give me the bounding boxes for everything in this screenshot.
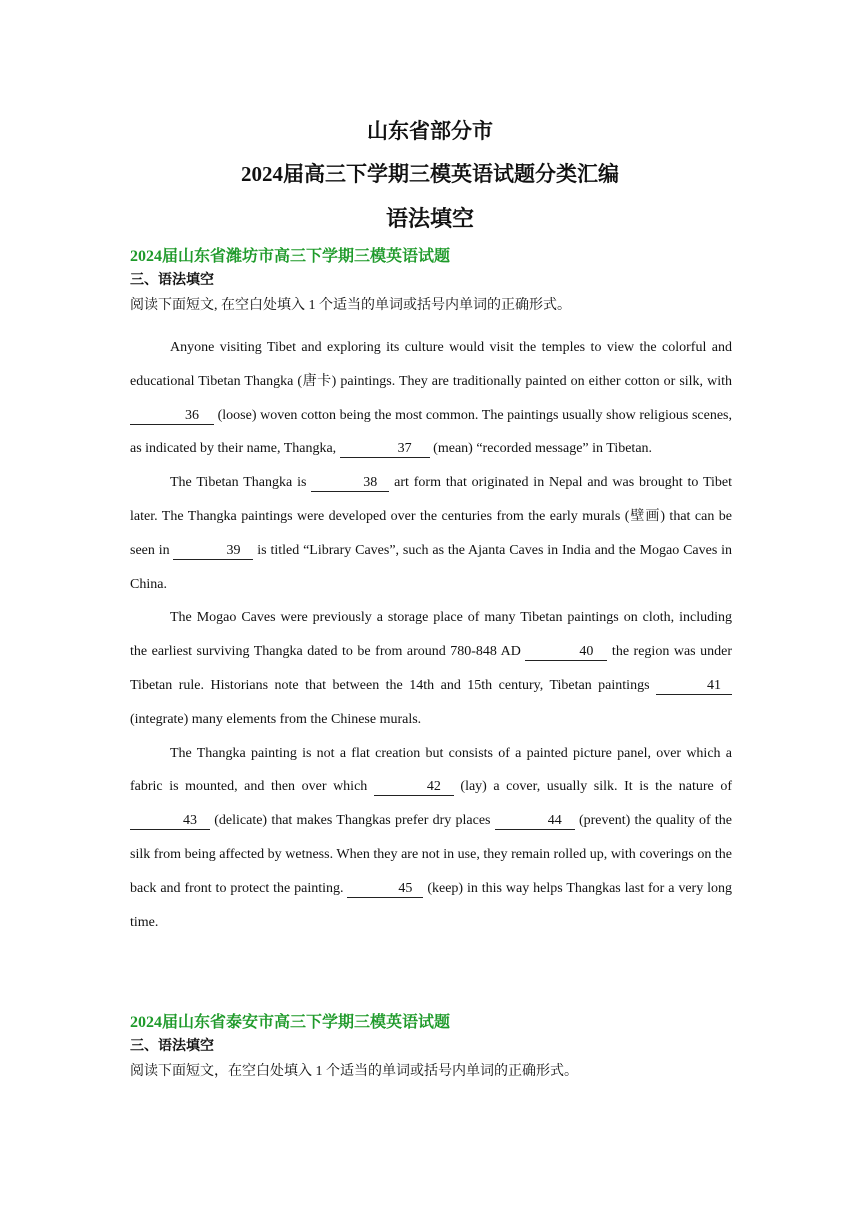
blank-45: 45 (347, 881, 423, 898)
paragraph-4 (130, 737, 732, 940)
blank-36: 36 (130, 408, 214, 425)
blank-40: 40 (525, 644, 607, 661)
text: the region was under Tibetan rule. Historians note that between the 14th and 15th century, Tibetan paintings (130, 644, 732, 693)
text: Anyone visiting Tibet and exploring its culture would visit the temples to view the colorful and educational Tibetan Thangka (唐卡) paintings. They are traditionally painted on either cotton or silk, with (130, 340, 732, 389)
doc-title-line1: 山东省部分市 (367, 119, 493, 143)
text: The Mogao Caves were previously a storage place of many Tibetan paintings on cloth, including the earliest surviving Thangka dated to be from around 780-848 AD (130, 610, 732, 660)
instruction-text: 阅读下面短文，在空白处填入 1 个适当的单词或括号内单词的正确形式。 (130, 1064, 578, 1079)
part-label: 三、语法填空 (130, 273, 214, 288)
blank-39: 39 (173, 543, 253, 560)
text: is titled “Library Caves”, such as the Ajanta Caves in India and the Mogao Caves in China. (130, 542, 733, 592)
passage (130, 331, 732, 939)
section-weifang (130, 245, 732, 939)
section-heading: 2024届山东省潍坊市高三下学期三模英语试题 (130, 248, 451, 265)
text: art form that originated in Nepal and was brought to Tibet later. The Thangka paintings were developed over the centuries from the early murals (壁画) that can be seen in (130, 475, 732, 558)
blank-37: 37 (340, 441, 430, 458)
text: The Tibetan Thangka is (170, 475, 312, 491)
text: (delicate) that makes Thangkas prefer dry places (210, 813, 495, 829)
doc-title-line2: 2024届高三下学期三模英语试题分类汇编 (241, 162, 619, 186)
text: (loose) woven cotton being the most common. The paintings usually show religious scenes, as indicated by their name, Thangka, (130, 407, 732, 457)
text: The Thangka painting is not a flat creation but consists of a painted picture panel, over which a fabric is mounted, and then over which (130, 745, 732, 795)
section-heading: 2024届山东省泰安市高三下学期三模英语试题 (130, 1014, 451, 1031)
paragraph-3 (130, 601, 732, 736)
part-label: 三、语法填空 (130, 1039, 214, 1054)
blank-44: 44 (495, 813, 575, 830)
section-taian (130, 1011, 732, 1085)
blank-42: 42 (374, 779, 454, 796)
text: (mean) “recorded message” in Tibetan. (429, 441, 653, 457)
paragraph-2 (130, 466, 732, 601)
blank-43: 43 (130, 813, 210, 830)
blank-38: 38 (311, 475, 389, 492)
text: (integrate) many elements from the Chinese murals. (130, 711, 422, 727)
text: (keep) in this way helps Thangkas last for a very long time. (130, 880, 732, 930)
blank-41: 41 (656, 678, 732, 695)
doc-title-line3: 语法填空 (385, 206, 474, 231)
text: (lay) a cover, usually silk. It is the nature of (453, 779, 732, 795)
text: (prevent) the quality of the silk from being affected by wetness. When they are not in use, they remain rolled up, with coverings on the back and front to protect the painting. (130, 813, 732, 896)
paragraph-1 (130, 331, 732, 466)
instruction-text: 阅读下面短文, 在空白处填入 1 个适当的单词或括号内单词的正确形式。 (130, 298, 571, 313)
